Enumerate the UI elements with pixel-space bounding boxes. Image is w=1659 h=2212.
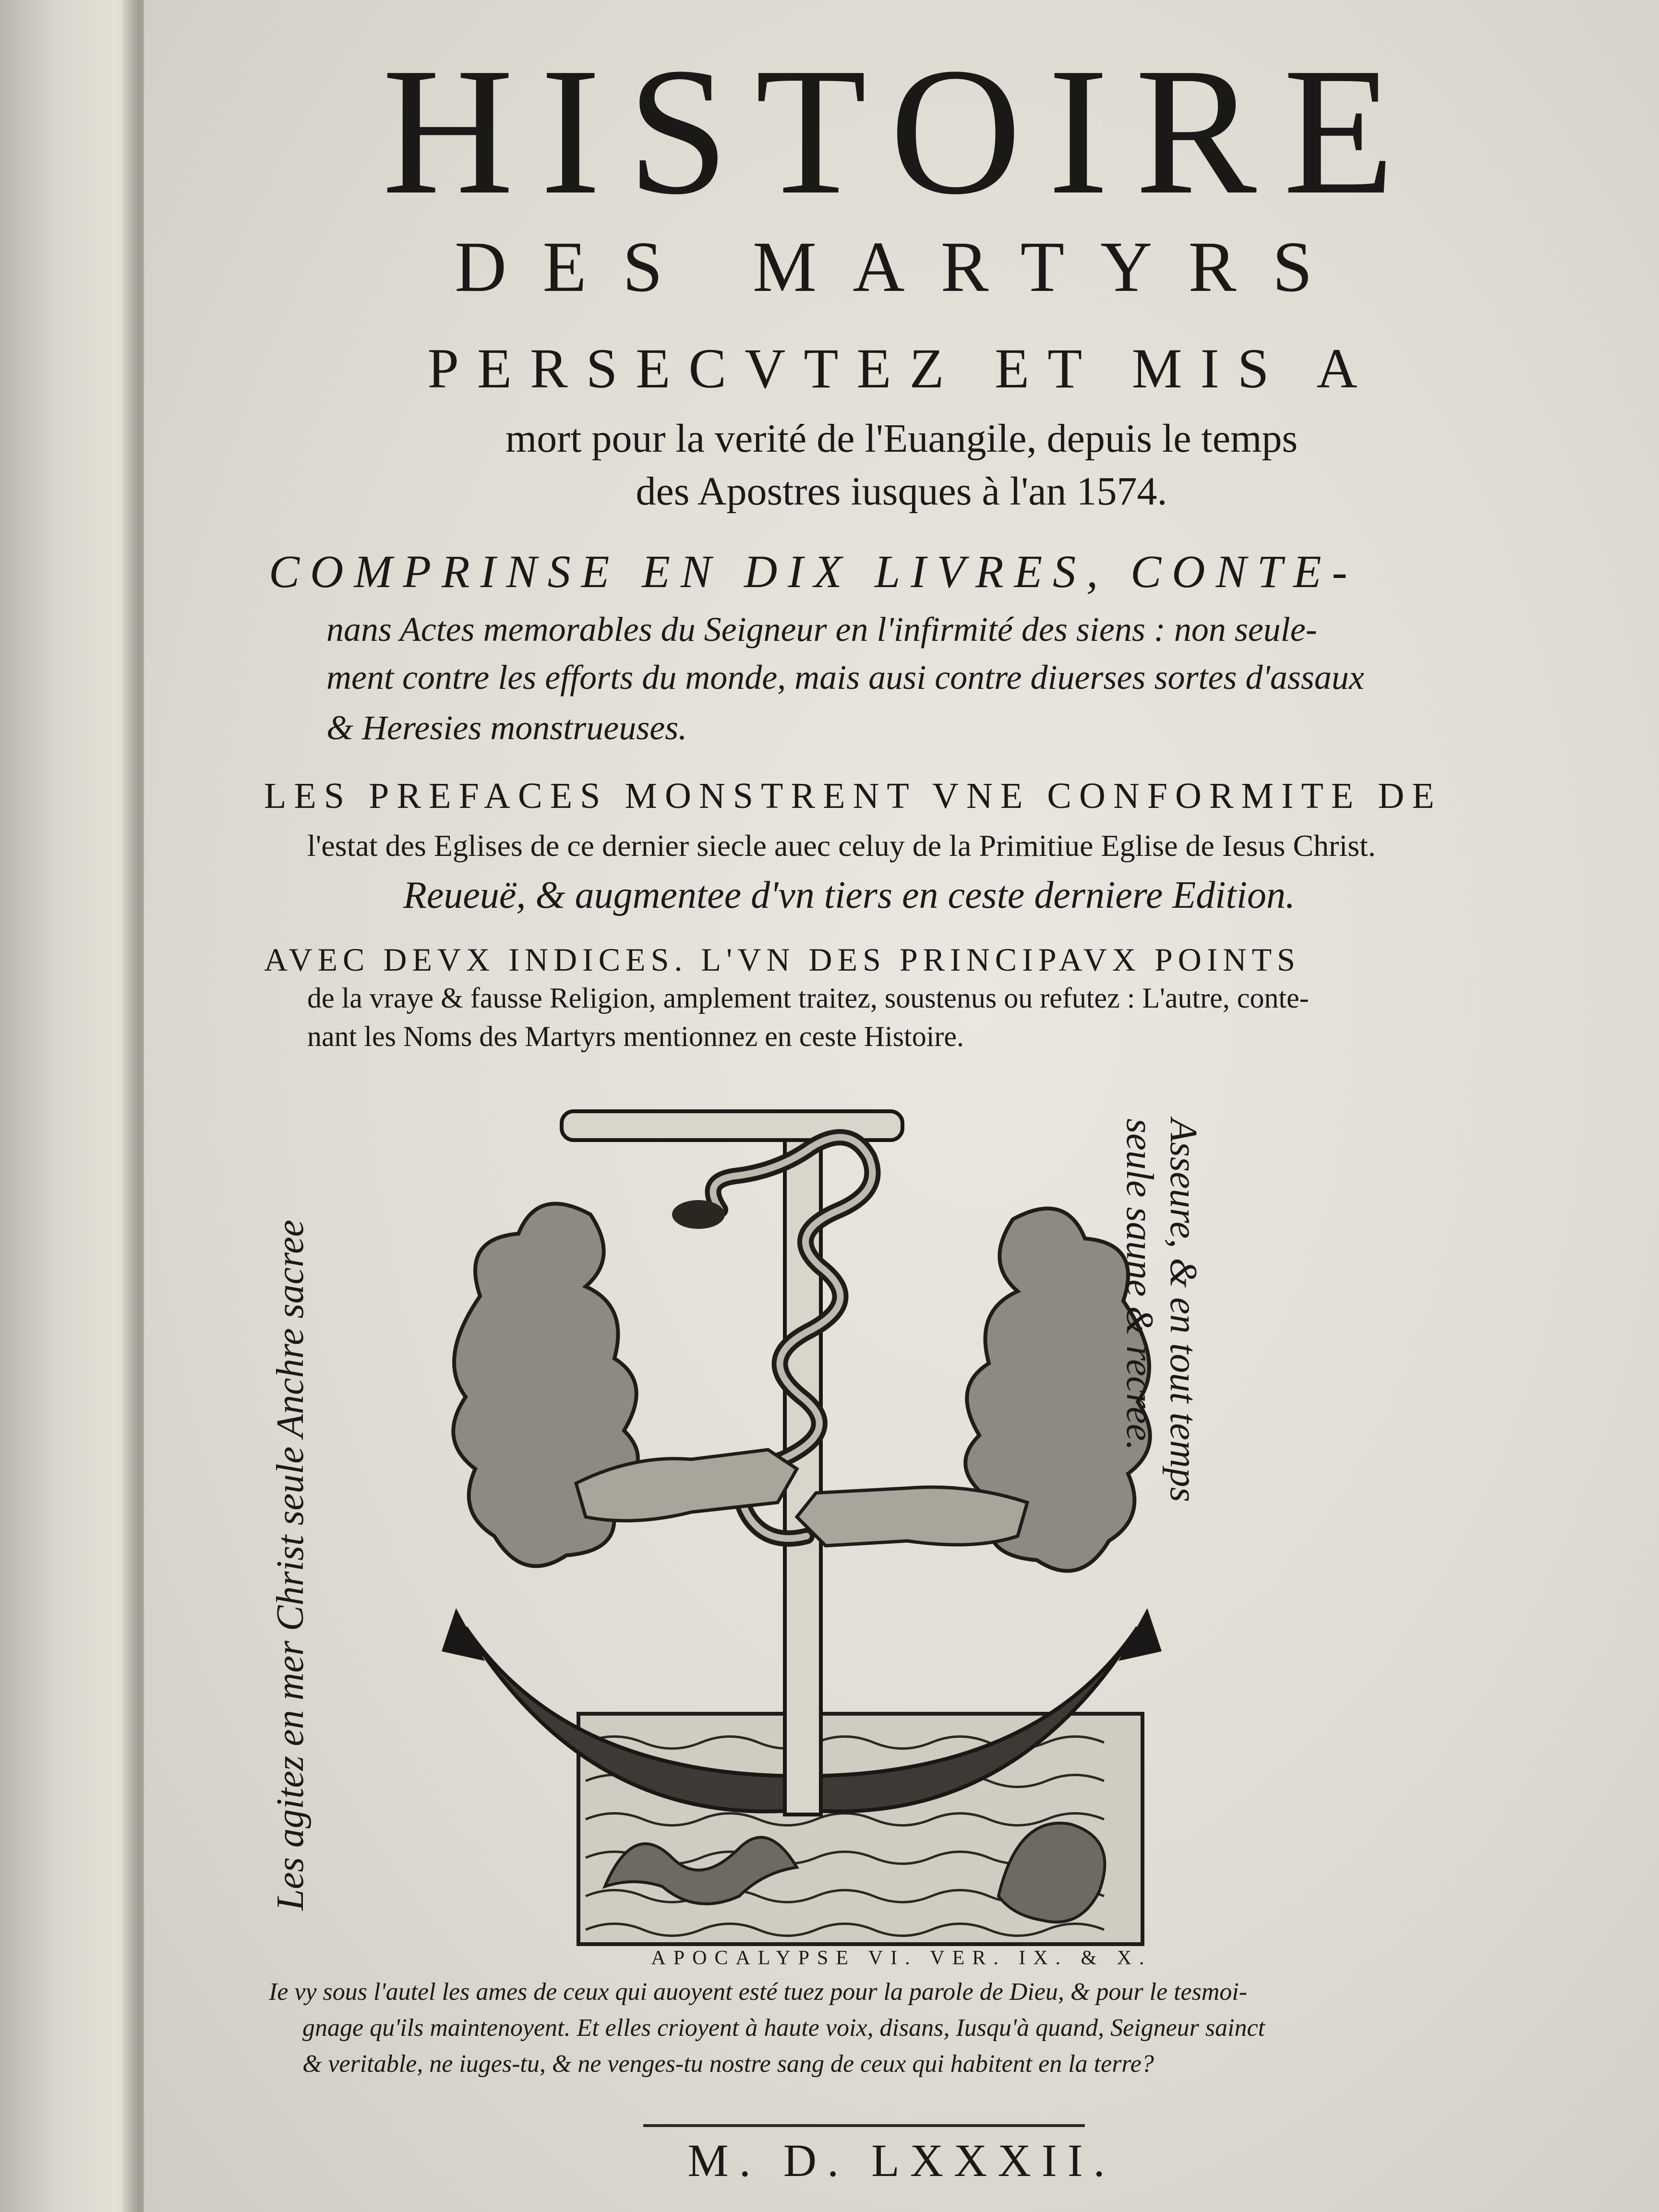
verse-line-3: & veritable, ne iuges-tu, & ne venges-tu nostre sang de ceux qui habitent en la terre? xyxy=(302,2050,1154,2078)
prefaces-continuation: l'estat des Eglises de ce dernier siecle auec celuy de la Primitiue Eglise de Iesus Christ. xyxy=(307,829,1376,863)
indices-line-3: nant les Noms des Martyrs mentionnez en ceste Histoire. xyxy=(307,1021,964,1052)
anchor-fluke-right xyxy=(1118,1608,1162,1661)
body-line-3: & Heresies monstrueuses. xyxy=(326,709,687,747)
motto-right: Asseure, & en tout temps seule saune & recree. xyxy=(1118,1118,1204,1503)
motto-left: Les agitez en mer Christ seule Anchre sacree xyxy=(269,1219,312,1911)
serpent-head xyxy=(672,1200,725,1229)
verse-line-1: Ie vy sous l'autel les ames de ceux qui auoyent esté tuez pour la parole de Dieu, & pour le tesmoi- xyxy=(269,1978,1248,2006)
indices-line-2: de la vraye & fausse Religion, amplement traitez, soustenus ou refutez : L'autre, conte- xyxy=(307,982,1309,1014)
imprint-date: M. D. LXXXII. xyxy=(687,2135,1116,2186)
subtitle-des-martyrs: DES MARTYRS xyxy=(454,227,1349,307)
apocalypse-reference: APOCALYPSE VI. VER. IX. & X. xyxy=(651,1947,1152,1969)
indices-heading: AVEC DEVX INDICES. L'VN DES PRINCIPAVX POINTS xyxy=(264,941,1300,978)
verse-line-2: gnage qu'ils maintenoyent. Et elles crioyent à haute voix, disans, Iusqu'à quand, Seigneur sainct xyxy=(302,2014,1265,2042)
intro-line-1: mort pour la verité de l'Euangile, depuis le temps xyxy=(505,416,1298,461)
body-line-1: nans Actes memorables du Seigneur en l'infirmité des siens : non seule- xyxy=(326,610,1317,649)
prefaces-heading: LES PREFACES MONSTRENT VNE CONFORMITE DE xyxy=(264,776,1442,816)
subtitle-persecutez: PERSECVTEZ ET MIS A xyxy=(427,337,1376,400)
comprinse-heading: COMPRINSE EN DIX LIVRES, CONTE- xyxy=(269,546,1358,597)
right-arm-hand xyxy=(797,1487,1027,1546)
anchor-fluke-left xyxy=(442,1608,485,1661)
intro-line-2: des Apostres iusques à l'an 1574. xyxy=(636,469,1167,514)
title: HISTOIRE xyxy=(382,30,1421,232)
body-line-2: ment contre les efforts du monde, mais ausi contre diuerses sortes d'assaux xyxy=(326,658,1364,697)
anchor-device-woodcut xyxy=(432,1070,1171,1949)
revised-edition-note: Reueuë, & augmentee d'vn tiers en ceste derniere Edition. xyxy=(403,874,1295,916)
